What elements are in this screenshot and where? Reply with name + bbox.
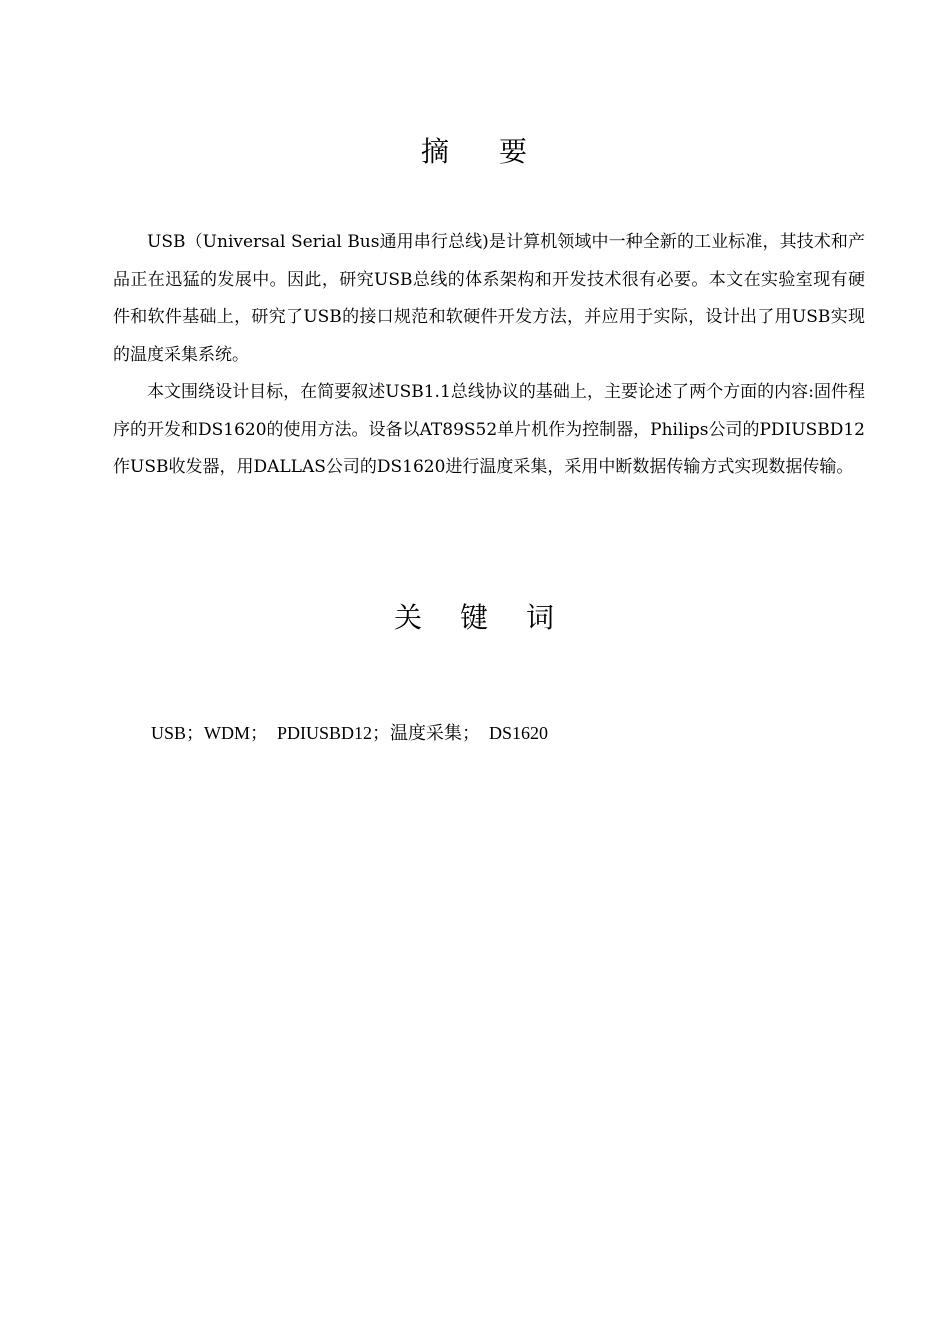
abstract-paragraph-2: 本文围绕设计目标，在简要叙述USB1.1总线协议的基础上，主要论述了两个方面的内容:固件程序的开发和DS1620的使用方法。设备以AT89S52单片机作为控制器，Philips公司的PDIUSBD12作USB收发器，用DALLAS公司的DS1620进行温度采集，采用中断数据传输方式实现数据传输。 xyxy=(113,382,865,477)
keywords-heading xyxy=(0,596,950,636)
keywords-heading-char: 关 xyxy=(393,601,424,634)
keywords-heading-char: 键 xyxy=(459,601,490,634)
keywords-list: USB；WDM； PDIUSBD12；温度采集； DS1620 xyxy=(151,723,549,743)
abstract-paragraph-1: USB（Universal Serial Bus通用串行总线)是计算机领域中一种全新的工业标准，其技术和产品正在迅猛的发展中。因此，研究USB总线的体系架构和开发技术很有必要。本文在实验室现有硬件和软件基础上，研究了USB的接口规范和软硬件开发方法，并应用于实际，设计出了用USB实现的温度采集系统。 xyxy=(113,232,865,365)
abstract-heading-char: 摘 xyxy=(420,135,451,168)
abstract-heading xyxy=(0,130,950,170)
keywords-heading-char: 词 xyxy=(526,601,557,634)
abstract-heading-char: 要 xyxy=(499,135,530,168)
abstract-body xyxy=(113,224,865,487)
